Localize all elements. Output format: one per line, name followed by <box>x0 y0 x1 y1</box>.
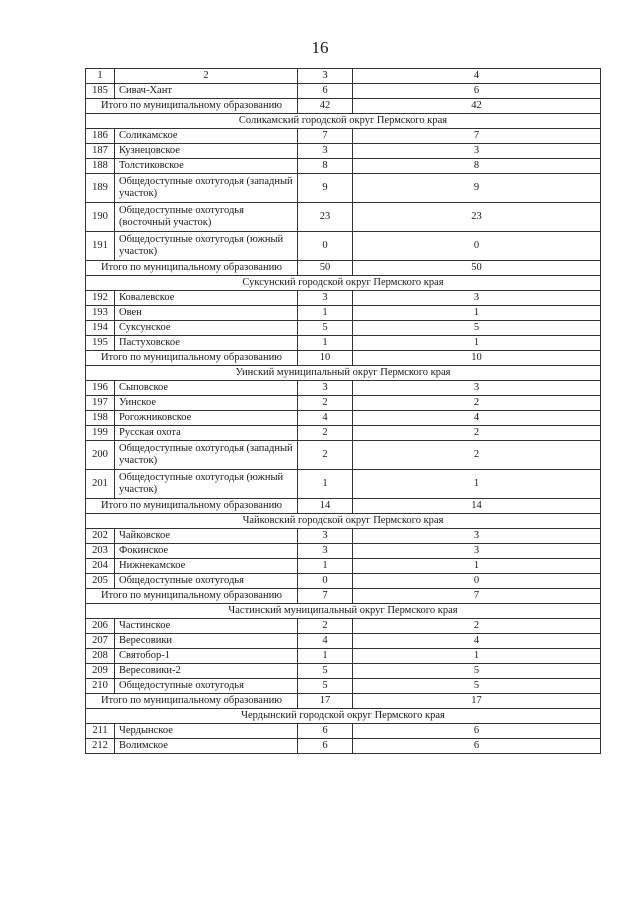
row-name: Частинское <box>115 619 298 634</box>
row-number: 189 <box>86 174 115 203</box>
table-row <box>86 396 601 411</box>
group-title: Соликамский городской округ Пермского края <box>86 114 601 129</box>
row-col-3-value: 3 <box>298 381 353 396</box>
row-col-3-value: 7 <box>298 129 353 144</box>
row-col-3-value: 1 <box>298 470 353 499</box>
row-col-3-value: 1 <box>298 649 353 664</box>
header-col-4: 4 <box>353 69 601 84</box>
table-row <box>86 664 601 679</box>
row-col-4-value: 1 <box>353 470 601 499</box>
row-col-4-value: 5 <box>353 679 601 694</box>
total-label: Итого по муниципальному образованию <box>86 589 298 604</box>
table-row <box>86 144 601 159</box>
row-col-4-value: 1 <box>353 649 601 664</box>
row-number: 196 <box>86 381 115 396</box>
total-row <box>86 351 601 366</box>
total-row <box>86 99 601 114</box>
group-title: Уинский муниципальный округ Пермского края <box>86 366 601 381</box>
table-row <box>86 679 601 694</box>
group-title: Суксунский городской округ Пермского края <box>86 276 601 291</box>
row-number: 210 <box>86 679 115 694</box>
row-col-4-value: 1 <box>353 336 601 351</box>
row-name: Нижнекамское <box>115 559 298 574</box>
total-col-3-value: 10 <box>298 351 353 366</box>
group-title: Частинский муниципальный округ Пермского края <box>86 604 601 619</box>
table-row <box>86 321 601 336</box>
row-col-3-value: 5 <box>298 321 353 336</box>
row-number: 195 <box>86 336 115 351</box>
row-col-4-value: 23 <box>353 203 601 232</box>
row-col-3-value: 0 <box>298 574 353 589</box>
row-name: Общедоступные охотугодья (западный участок) <box>115 441 298 470</box>
total-col-4-value: 7 <box>353 589 601 604</box>
row-name: Сивач-Хант <box>115 84 298 99</box>
row-col-3-value: 1 <box>298 559 353 574</box>
total-label: Итого по муниципальному образованию <box>86 499 298 514</box>
table-row <box>86 129 601 144</box>
group-header-row <box>86 366 601 381</box>
row-number: 187 <box>86 144 115 159</box>
row-name: Рогожниковское <box>115 411 298 426</box>
row-number: 205 <box>86 574 115 589</box>
row-name: Фокинское <box>115 544 298 559</box>
table-row <box>86 411 601 426</box>
total-col-3-value: 42 <box>298 99 353 114</box>
group-header-row <box>86 114 601 129</box>
table-row <box>86 232 601 261</box>
row-name: Чайковское <box>115 529 298 544</box>
total-col-3-value: 7 <box>298 589 353 604</box>
row-number: 190 <box>86 203 115 232</box>
row-col-4-value: 5 <box>353 664 601 679</box>
total-row <box>86 589 601 604</box>
total-label: Итого по муниципальному образованию <box>86 261 298 276</box>
row-name: Общедоступные охотугодья <box>115 574 298 589</box>
row-number: 207 <box>86 634 115 649</box>
row-col-3-value: 2 <box>298 396 353 411</box>
total-row <box>86 261 601 276</box>
row-col-4-value: 7 <box>353 129 601 144</box>
total-col-3-value: 50 <box>298 261 353 276</box>
row-col-3-value: 3 <box>298 544 353 559</box>
group-header-row <box>86 604 601 619</box>
row-col-3-value: 4 <box>298 411 353 426</box>
row-number: 203 <box>86 544 115 559</box>
table-row <box>86 441 601 470</box>
total-col-4-value: 14 <box>353 499 601 514</box>
total-row <box>86 499 601 514</box>
table-row <box>86 174 601 203</box>
row-name: Общедоступные охотугодья (восточный участок) <box>115 203 298 232</box>
header-col-2: 2 <box>115 69 298 84</box>
row-name: Толстиковское <box>115 159 298 174</box>
row-name: Волимское <box>115 739 298 754</box>
row-col-3-value: 3 <box>298 529 353 544</box>
row-col-4-value: 8 <box>353 159 601 174</box>
row-col-4-value: 4 <box>353 411 601 426</box>
row-name: Русская охота <box>115 426 298 441</box>
row-col-4-value: 2 <box>353 619 601 634</box>
row-col-4-value: 3 <box>353 291 601 306</box>
row-col-4-value: 2 <box>353 426 601 441</box>
table-row <box>86 634 601 649</box>
row-name: Соликамское <box>115 129 298 144</box>
row-col-4-value: 3 <box>353 544 601 559</box>
row-number: 206 <box>86 619 115 634</box>
row-name: Общедоступные охотугодья (южный участок) <box>115 232 298 261</box>
row-name: Кузнецовское <box>115 144 298 159</box>
row-col-3-value: 6 <box>298 724 353 739</box>
row-col-3-value: 5 <box>298 679 353 694</box>
table-row <box>86 559 601 574</box>
table-row <box>86 739 601 754</box>
row-number: 192 <box>86 291 115 306</box>
group-title: Чайковский городской округ Пермского края <box>86 514 601 529</box>
total-label: Итого по муниципальному образованию <box>86 694 298 709</box>
table-row <box>86 470 601 499</box>
row-col-3-value: 1 <box>298 306 353 321</box>
table-row <box>86 336 601 351</box>
total-col-4-value: 50 <box>353 261 601 276</box>
row-col-4-value: 3 <box>353 529 601 544</box>
row-name: Сыповское <box>115 381 298 396</box>
row-col-3-value: 8 <box>298 159 353 174</box>
row-number: 185 <box>86 84 115 99</box>
hunting-grounds-table <box>85 68 601 754</box>
row-col-3-value: 2 <box>298 426 353 441</box>
row-col-3-value: 5 <box>298 664 353 679</box>
row-col-3-value: 2 <box>298 619 353 634</box>
row-number: 198 <box>86 411 115 426</box>
row-name: Суксунское <box>115 321 298 336</box>
group-header-row <box>86 276 601 291</box>
row-number: 199 <box>86 426 115 441</box>
row-name: Уинское <box>115 396 298 411</box>
header-col-1: 1 <box>86 69 115 84</box>
table-row <box>86 203 601 232</box>
row-col-4-value: 4 <box>353 634 601 649</box>
row-name: Овен <box>115 306 298 321</box>
row-name: Общедоступные охотугодья <box>115 679 298 694</box>
table-row <box>86 381 601 396</box>
row-col-3-value: 2 <box>298 441 353 470</box>
row-col-4-value: 2 <box>353 441 601 470</box>
table-row <box>86 574 601 589</box>
row-col-3-value: 3 <box>298 291 353 306</box>
row-number: 211 <box>86 724 115 739</box>
row-col-3-value: 9 <box>298 174 353 203</box>
row-number: 201 <box>86 470 115 499</box>
table-row <box>86 724 601 739</box>
row-col-4-value: 6 <box>353 739 601 754</box>
row-name: Чердынское <box>115 724 298 739</box>
row-col-4-value: 1 <box>353 306 601 321</box>
row-col-3-value: 23 <box>298 203 353 232</box>
row-col-4-value: 6 <box>353 724 601 739</box>
row-number: 204 <box>86 559 115 574</box>
row-col-4-value: 6 <box>353 84 601 99</box>
group-header-row <box>86 514 601 529</box>
row-number: 191 <box>86 232 115 261</box>
header-row <box>86 69 601 84</box>
total-col-4-value: 42 <box>353 99 601 114</box>
row-name: Пастуховское <box>115 336 298 351</box>
row-col-3-value: 6 <box>298 739 353 754</box>
row-col-4-value: 0 <box>353 574 601 589</box>
row-number: 209 <box>86 664 115 679</box>
row-number: 212 <box>86 739 115 754</box>
total-col-3-value: 14 <box>298 499 353 514</box>
table-row <box>86 306 601 321</box>
row-number: 197 <box>86 396 115 411</box>
row-number: 193 <box>86 306 115 321</box>
row-col-3-value: 3 <box>298 144 353 159</box>
table-row <box>86 84 601 99</box>
row-name: Святобор-1 <box>115 649 298 664</box>
row-col-3-value: 6 <box>298 84 353 99</box>
row-col-4-value: 3 <box>353 144 601 159</box>
row-col-3-value: 1 <box>298 336 353 351</box>
table-row <box>86 159 601 174</box>
row-number: 188 <box>86 159 115 174</box>
row-col-4-value: 0 <box>353 232 601 261</box>
row-col-3-value: 0 <box>298 232 353 261</box>
row-number: 202 <box>86 529 115 544</box>
table-row <box>86 291 601 306</box>
row-name: Ковалевское <box>115 291 298 306</box>
table-body <box>86 69 601 754</box>
row-number: 208 <box>86 649 115 664</box>
total-label: Итого по муниципальному образованию <box>86 351 298 366</box>
row-name: Вересовики-2 <box>115 664 298 679</box>
total-col-4-value: 10 <box>353 351 601 366</box>
table-row <box>86 619 601 634</box>
total-col-4-value: 17 <box>353 694 601 709</box>
page-number: 16 <box>311 38 329 57</box>
total-label: Итого по муниципальному образованию <box>86 99 298 114</box>
row-name: Общедоступные охотугодья (южный участок) <box>115 470 298 499</box>
row-col-4-value: 2 <box>353 396 601 411</box>
header-col-3: 3 <box>298 69 353 84</box>
total-row <box>86 694 601 709</box>
table-row <box>86 649 601 664</box>
row-col-3-value: 4 <box>298 634 353 649</box>
row-number: 186 <box>86 129 115 144</box>
table-row <box>86 529 601 544</box>
table-row <box>86 544 601 559</box>
row-number: 200 <box>86 441 115 470</box>
row-col-4-value: 9 <box>353 174 601 203</box>
row-number: 194 <box>86 321 115 336</box>
group-title: Чердынский городской округ Пермского края <box>86 709 601 724</box>
row-col-4-value: 5 <box>353 321 601 336</box>
row-col-4-value: 1 <box>353 559 601 574</box>
row-name: Вересовики <box>115 634 298 649</box>
total-col-3-value: 17 <box>298 694 353 709</box>
table-row <box>86 426 601 441</box>
row-name: Общедоступные охотугодья (западный участок) <box>115 174 298 203</box>
group-header-row <box>86 709 601 724</box>
row-col-4-value: 3 <box>353 381 601 396</box>
